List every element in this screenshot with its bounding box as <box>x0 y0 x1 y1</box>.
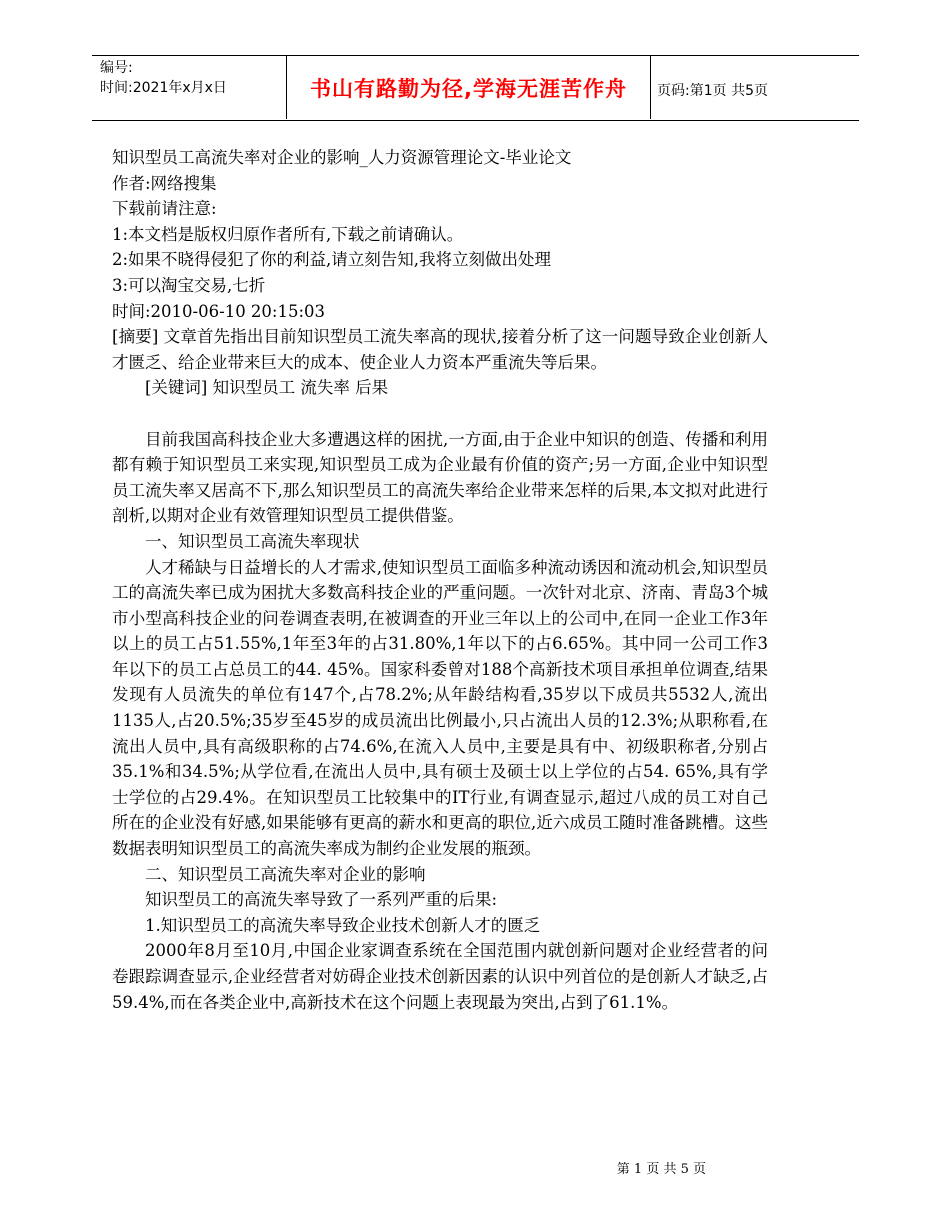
footer-page-number: 第 1 页 共 5 页 <box>616 1162 706 1177</box>
document-number-label: 编号: <box>100 60 133 76</box>
subsection-1-paragraph: 2000年8月至10月,中国企业家调查系统在全国范围内就创新问题对企业经营者的问卷跟踪调查显示,企业经营者对妨碍企业技术创新因素的认识中列首位的是创新人才缺乏,占59.4%,而在各类企业中,高新技术在这个问题上表现最为突出,占到了61.1%。 <box>112 941 768 1012</box>
section-1-paragraph: 人才稀缺与日益增长的人才需求,使知识型员工面临多种流动诱因和流动机会,知识型员工的高流失率已成为困扰大多数高科技企业的严重问题。一次针对北京、济南、青岛3个城市小型高科技企业的问卷调查表明,在被调查的开业三年以上的公司中,在同一企业工作3年以上的员工占51.55%,1年至3年的占31.80%,1年以下的占6.65%。其中同一公司工作3年以下的员工占总员工的44. 45%。国家科委曾对188个高新技术项目承担单位调查,结果发现有人员流失的单位有147个,占78.2%;从年龄结构看,35岁以下成员共5532人,流出1135人,占20.5%;35岁至45岁的成员流出比例最小,只占流出人员的12.3%;从职称看,在流出人员中,具有高级职称的占74.6%,在流入人员中,主要是具有中、初级职称者,分别占35.1%和34.5%;从学位看,在流出人员中,具有硕士及硕士以上学位的占54. 65%,具有学士学位的占29.4%。在知识型员工比较集中的IT行业,有调查显示,超过八成的员工对自己所在的企业没有好感,如果能够有更高的薪水和更高的职位,近六成员工随时准备跳槽。这些数据表明知识型员工的高流失率成为制约企业发展的瓶颈。 <box>112 557 768 859</box>
document-title: 知识型员工高流失率对企业的影响_人力资源管理论文-毕业论文 <box>112 148 572 167</box>
header-info <box>100 58 286 98</box>
header-page-label: 页码:第1页 共5页 <box>657 83 768 99</box>
notice-title: 下载前请注意: <box>112 199 217 219</box>
notice-item-2: 2:如果不晓得侵犯了你的利益,请立刻告知,我将立刻做出处理 <box>112 250 552 270</box>
subsection-1-heading: 1.知识型员工的高流失率导致企业技术创新人才的匮乏 <box>145 915 541 935</box>
section-2-intro: 知识型员工的高流失率导致了一系列严重的后果: <box>145 890 498 910</box>
notice-item-3: 3:可以淘宝交易,七折 <box>112 275 266 295</box>
section-2-heading: 二、知识型员工高流失率对企业的影响 <box>145 864 426 884</box>
notice-item-1: 1:本文档是版权归原作者所有,下载之前请确认。 <box>112 224 464 244</box>
document-time: 时间:2010-06-10 20:15:03 <box>112 301 326 321</box>
header-motto: 书山有路勤为径,学海无涯苦作舟 <box>310 76 627 101</box>
header-bottom-rule <box>92 120 859 121</box>
keywords: [关键词] 知识型员工 流失率 后果 <box>145 378 389 398</box>
header-motto-box <box>286 56 651 119</box>
section-1-heading: 一、知识型员工高流失率现状 <box>145 531 360 551</box>
blank-line <box>112 401 768 427</box>
document-body <box>112 145 768 1015</box>
document-time-label: 时间:2021年x月x日 <box>100 80 227 96</box>
abstract: [摘要] 文章首先指出目前知识型员工流失率高的现状,接着分析了这一问题导致企业创新人才匮乏、给企业带来巨大的成本、使企业人力资本严重流失等后果。 <box>112 327 768 372</box>
intro-paragraph: 目前我国高科技企业大多遭遇这样的困扰,一方面,由于企业中知识的创造、传播和利用都有赖于知识型员工来实现,知识型员工成为企业最有价值的资产;另一方面,企业中知识型员工流失率又居高不下,那么知识型员工的高流失率给企业带来怎样的后果,本文拟对此进行剖析,以期对企业有效管理知识型员工提供借鉴。 <box>112 429 768 526</box>
document-author: 作者:网络搜集 <box>112 173 217 193</box>
